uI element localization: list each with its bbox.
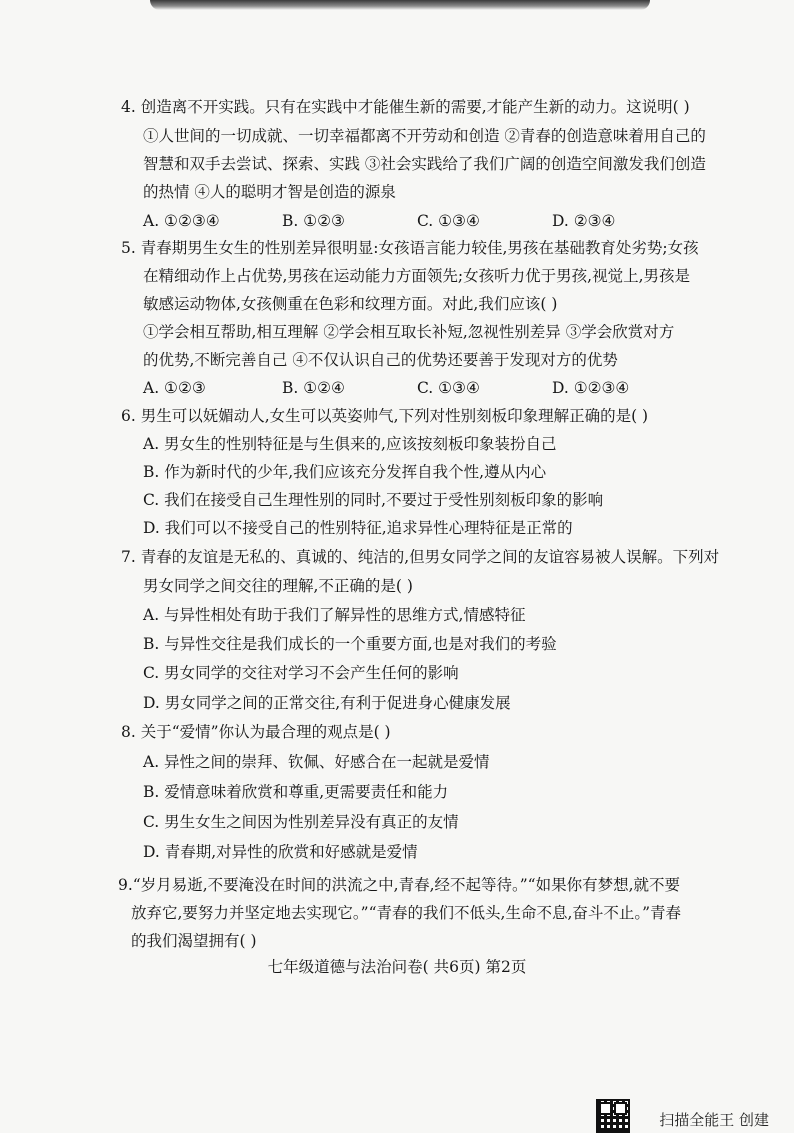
q8-option-a: A. 异性之间的崇拜、钦佩、好感合在一起就是爱情: [143, 753, 490, 771]
q8-option-b: B. 爱情意味着欣赏和尊重,更需要责任和能力: [143, 783, 449, 801]
q6-line-1: 6. 男生可以妩媚动人,女生可以英姿帅气,下列对性别刻板印象理解正确的是( ): [121, 407, 649, 425]
q4-line-3: 智慧和双手去尝试、探索、实践 ③社会实践给了我们广阔的创造空间激发我们创造: [143, 155, 706, 173]
page-footer: 七年级道德与法治问卷( 共6页) 第2页: [267, 958, 527, 976]
q8-option-c: C. 男生女生之间因为性别差异没有真正的友情: [143, 813, 459, 831]
q7-option-d: D. 男女同学之间的正常交往,有利于促进身心健康发展: [143, 694, 511, 712]
q5-line-1: 5. 青春期男生女生的性别差异很明显:女孩语言能力较佳,男孩在基础教育处劣势;女孩: [121, 239, 699, 257]
q9-line-2: 放弃它,要努力并坚定地去实现它。”“青春的我们不低头,生命不息,奋斗不止。”青春: [131, 904, 682, 922]
q5-option-d: D. ①②③④: [552, 379, 630, 397]
q5-line-4: ①学会相互帮助,相互理解 ②学会相互取长补短,忽视性别差异 ③学会欣赏对方: [143, 323, 675, 341]
q5-option-a: A. ①②③: [143, 379, 206, 397]
q7-line-1: 7. 青春的友谊是无私的、真诚的、纯洁的,但男女同学之间的友谊容易被人误解。下列对: [121, 548, 720, 566]
q6-option-b: B. 作为新时代的少年,我们应该充分发挥自我个性,遵从内心: [143, 463, 547, 481]
q8-option-d: D. 青春期,对异性的欣赏和好感就是爱情: [143, 843, 418, 861]
q5-line-3: 敏感运动物体,女孩侧重在色彩和纹理方面。对此,我们应该( ): [143, 295, 558, 313]
q9-line-3: 的我们渴望拥有( ): [131, 932, 257, 950]
q4-option-d: D. ②③④: [552, 212, 616, 230]
q4-option-c: C. ①③④: [417, 212, 480, 230]
q4-option-a: A. ①②③④: [143, 212, 220, 230]
q6-option-d: D. 我们可以不接受自己的性别特征,追求异性心理特征是正常的: [143, 519, 573, 537]
q4-line-4: 的热情 ④人的聪明才智是创造的源泉: [143, 183, 396, 201]
q4-option-b: B. ①②③: [282, 212, 345, 230]
q7-option-c: C. 男女同学的交往对学习不会产生任何的影响: [143, 664, 459, 682]
q7-option-a: A. 与异性相处有助于我们了解异性的思维方式,情感特征: [143, 606, 526, 624]
q7-line-2: 男女同学之间交往的理解,不正确的是( ): [143, 577, 413, 595]
q5-option-b: B. ①②④: [282, 379, 345, 397]
q4-line-1: 4. 创造离不开实践。只有在实践中才能催生新的需要,才能产生新的动力。这说明( ): [121, 98, 690, 116]
q5-line-5: 的优势,不断完善自己 ④不仅认识自己的优势还要善于发现对方的优势: [143, 351, 618, 369]
q5-line-2: 在精细动作上占优势,男孩在运动能力方面领先;女孩听力优于男孩,视觉上,男孩是: [143, 267, 691, 285]
scanner-watermark: 扫描全能王 创建: [659, 1111, 769, 1129]
q5-option-c: C. ①③④: [417, 379, 480, 397]
q4-line-2: ①人世间的一切成就、一切幸福都离不开劳动和创造 ②青春的创造意味着用自己的: [143, 127, 706, 145]
q8-line-1: 8. 关于“爱情”你认为最合理的观点是( ): [121, 723, 391, 741]
q9-line-1: 9.“岁月易逝,不要淹没在时间的洪流之中,青春,经不起等待。”“如果你有梦想,就不要: [118, 876, 681, 894]
q7-option-b: B. 与异性交往是我们成长的一个重要方面,也是对我们的考验: [143, 635, 557, 653]
q6-option-c: C. 我们在接受自己生理性别的同时,不要过于受性别刻板印象的影响: [143, 491, 604, 509]
qr-code-icon: [596, 1099, 630, 1133]
q6-option-a: A. 男女生的性别特征是与生俱来的,应该按刻板印象装扮自己: [143, 435, 557, 453]
